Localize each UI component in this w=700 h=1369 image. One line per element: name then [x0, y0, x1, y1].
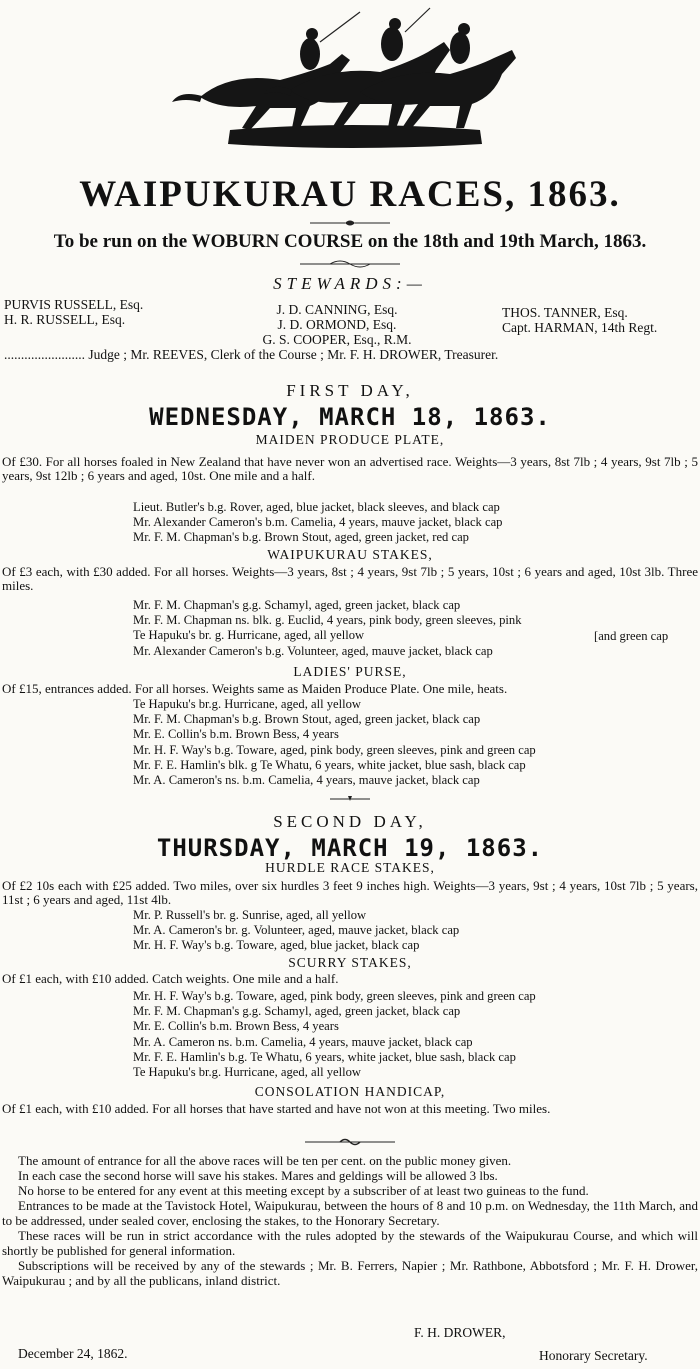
- list-item: Te Hapuku's br.g. Hurricane, aged, all yellow: [133, 697, 362, 711]
- officials-line: ........................ Judge ; Mr. REEVES, Clerk of the Course ; Mr. F. H. DROWER, Treasurer.: [4, 347, 499, 362]
- race-conditions: Of £3 each, with £30 added. For all horses. Weights—3 years, 8st ; 4 years, 9st 7lb ; 5 years, 10st ; 6 years and aged, 10st 3lb. Three miles.: [2, 564, 698, 593]
- race-conditions: Of £30. For all horses foaled in New Zealand that have never won an advertised race. Weights—3 years, 8st 7lb ; 4 years, 9st 7lb ; 5 years, 9st 12lb ; 6 years and aged, 10st. One mile and a half.: [2, 454, 698, 483]
- list-item: Mr. H. F. Way's b.g. Towarе, aged, pink body, green sleeves, pink and green cap: [133, 989, 536, 1003]
- race-conditions: Of £2 10s each with £25 added. Two miles, over six hurdles 3 feet 9 inches high. Weights—3 years, 9st ; 4 years, 10st 7lb ; 5 years, 11st ; 6 years and aged, 11st 4lb.: [2, 878, 698, 907]
- list-item: Mr. F. E. Hamlin's b.g. Te Whatu, 6 years, white jacket, blue sash, black cap: [133, 1049, 516, 1064]
- list-item: Mr. Alexander Cameron's b.m. Camelia, 4 years, mauve jacket, black cap: [133, 515, 503, 530]
- list-item: Mr. H. F. Way's b.g. Towarе, aged, pink body, green sleeves, pink and green cap: [133, 742, 536, 757]
- list-item: Te Hapuku's br.g. Hurricane, aged, all yellow: [133, 1064, 362, 1079]
- day-one-heading: FIRST DAY,: [286, 381, 414, 400]
- steward-name: J. D. ORMOND, Esq.: [277, 317, 397, 332]
- list-item: Te Hapuku's br. g. Hurricane, aged, all yellow: [133, 628, 365, 643]
- race-title: HURDLE RACE STAKES,: [265, 860, 435, 875]
- ornament-divider: [0, 218, 700, 228]
- day-two-heading: SECOND DAY,: [273, 812, 427, 831]
- list-item: Mr. Alexander Cameron's b.g. Volunteer, aged, mauve jacket, black cap: [133, 643, 493, 658]
- list-item: Lieut. Butler's b.g. Rover, aged, blue jacket, black sleeves, and black cap: [133, 500, 500, 514]
- note-paragraph: The amount of entrance for all the above races will be ten per cent. on the public money given.: [18, 1153, 512, 1168]
- page-title: WAIPUKURAU RACES, 1863.: [79, 174, 621, 215]
- list-item: Mr. F. M. Chapman's g.g. Schamyl, aged, green jacket, black cap: [133, 598, 461, 612]
- list-item: Mr. F. M. Chapman's g.g. Schamyl, aged, green jacket, black cap: [133, 1004, 461, 1019]
- list-item: Mr. F. M. Chapman ns. blk. g. Euclid, 4 years, pink body, green sleeves, pink: [133, 613, 522, 628]
- day-two-date: THURSDAY, MARCH 19, 1863.: [156, 834, 544, 862]
- note-paragraph: No horse to be entered for any event at this meeting except by a subscriber of at least two guineas to the fund.: [18, 1183, 589, 1198]
- stewards-column-2: [237, 302, 437, 347]
- list-item: Mr. A. Cameron ns. b.m. Camelia, 4 years, mauve jacket, black cap: [133, 1034, 473, 1049]
- list-item: Mr. H. F. Way's b.g. Towarе, aged, blue jacket, black cap: [133, 938, 420, 953]
- race-entries: [133, 500, 502, 546]
- list-item: Mr. P. Russell's br. g. Sunrise, aged, all yellow: [133, 908, 367, 922]
- secretary-role: Honorary Secretary.: [539, 1348, 648, 1363]
- steward-name: J. D. CANNING, Esq.: [276, 302, 398, 317]
- note-paragraph: In each case the second horse will save his stakes. Mares and geldings will be allowed 3 lbs.: [18, 1168, 498, 1183]
- general-notes: [2, 1153, 698, 1288]
- list-item: Mr. A. Cameron's br. g. Volunteer, aged, mauve jacket, black cap: [133, 923, 460, 938]
- list-item: Mr. A. Cameron's ns. b.m. Camelia, 4 years, mauve jacket, black cap: [133, 772, 480, 787]
- race-title: MAIDEN PRODUCE PLATE,: [255, 432, 445, 447]
- race-conditions: Of £15, entrances added. For all horses. Weights same as Maiden Produce Plate. One mile, heats.: [2, 681, 508, 696]
- race-title: LADIES' PURSE,: [293, 664, 407, 679]
- race-entries: [133, 598, 522, 659]
- stewards-heading: STEWARDS:—: [273, 274, 427, 293]
- stewards-column-3: [502, 305, 657, 335]
- list-item: Mr. E. Collin's b.m. Brown Bess, 4 years: [133, 727, 339, 742]
- day-one-date: WEDNESDAY, MARCH 18, 1863.: [149, 403, 551, 431]
- race-title: SCURRY STAKES,: [288, 955, 412, 970]
- race-entries: [133, 697, 536, 788]
- stewards-column-1: [4, 297, 143, 327]
- list-item: Mr. F. E. Hamlin's blk. g Te Whatu, 6 years, white jacket, blue sash, black cap: [133, 757, 526, 772]
- note-paragraph: These races will be run in strict accordance with the rules adopted by the stewards of the Waipukurau Course, and which will shortly be published for general information.: [2, 1228, 698, 1258]
- entry-continuation: [and green cap: [594, 629, 669, 643]
- steward-name: H. R. RUSSELL, Esq.: [4, 312, 126, 327]
- race-entries: [133, 908, 459, 954]
- list-item: Mr. F. M. Chapman's b.g. Brown Stout, aged, green jacket, black cap: [133, 712, 481, 727]
- race-title: WAIPUKURAU STAKES,: [267, 547, 433, 562]
- race-conditions: Of £1 each, with £10 added. Catch weights. One mile and a half.: [2, 971, 339, 986]
- steward-name: THOS. TANNER, Esq.: [502, 305, 628, 320]
- steward-name: PURVIS RUSSELL, Esq.: [4, 297, 144, 312]
- note-paragraph: Subscriptions will be received by any of the stewards ; Mr. B. Ferrers, Napier ; Mr. Rathbone, Abbotsford ; Mr. F. H. Drower, Waipukurau ; and by all the publicans, inland district.: [2, 1258, 698, 1288]
- notice-date: December 24, 1862.: [18, 1346, 128, 1361]
- list-item: Mr. E. Collin's b.m. Brown Bess, 4 years: [133, 1019, 339, 1034]
- secretary-name: F. H. DROWER,: [414, 1325, 506, 1340]
- note-paragraph: Entrances to be made at the Tavistock Hotel, Waipukurau, between the hours of 8 and 10 p.m. on Wednesday, the 11th March, and to be addressed, under sealed cover, enclosing the stakes, to the Honorary Secretary.: [2, 1198, 698, 1228]
- racehorses-engraving: [160, 2, 540, 174]
- steward-name: G. S. COOPER, Esq., R.M.: [262, 332, 412, 347]
- page-subtitle: To be run on the WOBURN COURSE on the 18th and 19th March, 1863.: [53, 231, 647, 252]
- steward-name: Capt. HARMAN, 14th Regt.: [502, 320, 658, 335]
- race-entries: [133, 989, 536, 1080]
- race-conditions: Of £1 each, with £10 added. For all horses that have started and have not won at this meeting. Two miles.: [2, 1101, 551, 1116]
- list-item: Mr. F. M. Chapman's b.g. Brown Stout, aged, green jacket, red cap: [133, 530, 469, 545]
- ornament-divider: [0, 1137, 700, 1147]
- short-divider: [0, 794, 700, 804]
- race-title: CONSOLATION HANDICAP,: [254, 1084, 446, 1099]
- ornament-divider: [0, 258, 700, 270]
